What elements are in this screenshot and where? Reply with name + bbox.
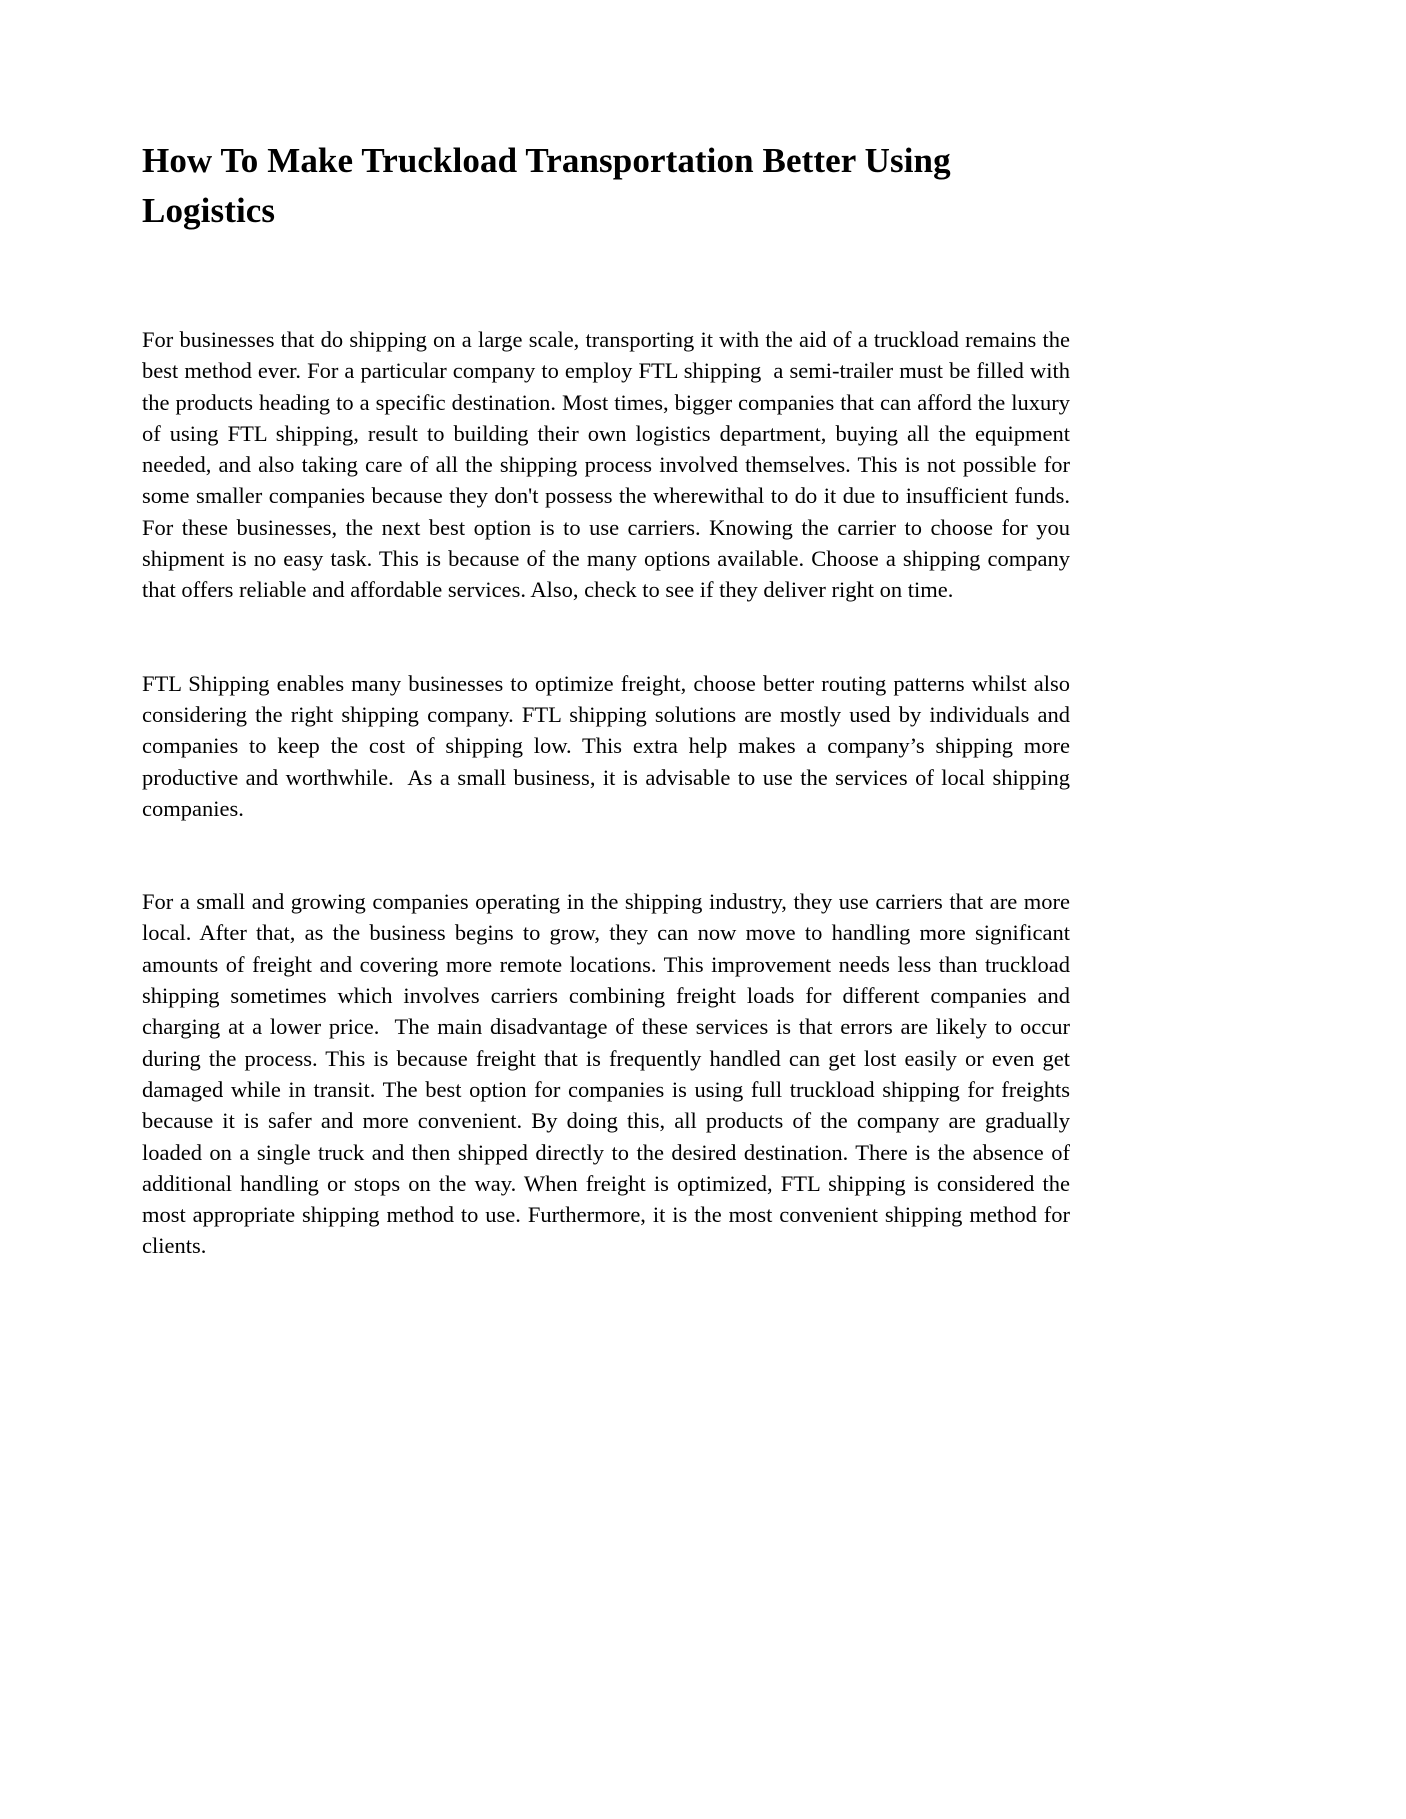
page-title: How To Make Truckload Transportation Better Using Logistics (142, 141, 951, 230)
body-paragraph-1: For businesses that do shipping on a large scale, transporting it with the aid of a truckload remains the best method ever. For a particular company to employ FTL shipping a semi-trailer must be filled with the products heading to a specific destination. Most times, bigger companies that can afford the luxury of using FTL shipping, result to building their own logistics department, buying all the equipment needed, and also taking care of all the shipping process involved themselves. This is not possible for some smaller companies because they don't possess the wherewithal to do it due to insufficient funds. For these businesses, the next best option is to use carriers. Knowing the carrier to choose for you shipment is no easy task. This is because of the many options available. Choose a shipping company that offers reliable and affordable services. Also, check to see if they deliver right on time. (142, 327, 1076, 603)
document-content (142, 0, 1076, 1262)
body-paragraph-2: FTL Shipping enables many businesses to optimize freight, choose better routing patterns whilst also considering the right shipping company. FTL shipping solutions are mostly used by individuals and companies to keep the cost of shipping low. This extra help makes a company’s shipping more productive and worthwhile. As a small business, it is advisable to use the services of local shipping companies. (142, 670, 1076, 821)
body-paragraph-3: For a small and growing companies operating in the shipping industry, they use carriers that are more local. After that, as the business begins to grow, they can now move to handling more significant amounts of freight and covering more remote locations. This improvement needs less than truckload shipping sometimes which involves carriers combining freight loads for different companies and charging at a lower price. The main disadvantage of these services is that errors are likely to occur during the process. This is because freight that is frequently handled can get lost easily or even get damaged while in transit. The best option for companies is using full truckload shipping for freights because it is safer and more convenient. By doing this, all products of the company are gradually loaded on a single truck and then shipped directly to the desired destination. There is the absence of additional handling or stops on the way. When freight is optimized, FTL shipping is considered the most appropriate shipping method to use. Furthermore, it is the most convenient shipping method for clients. (142, 889, 1076, 1259)
